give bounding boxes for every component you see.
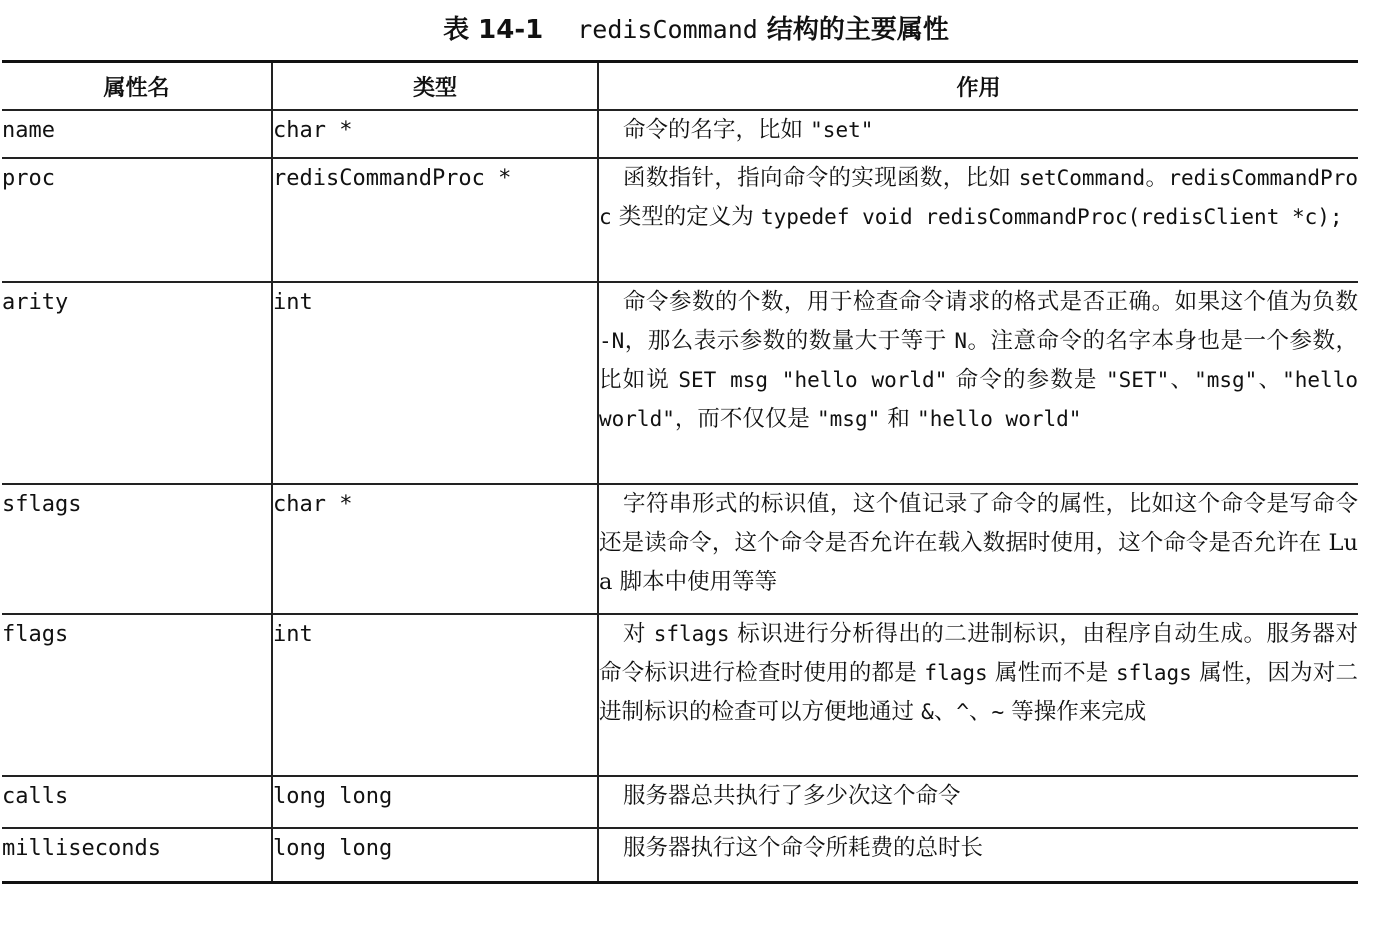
inline-code: redisCommandProc (599, 166, 1358, 229)
attr-name-cell: milliseconds (2, 828, 272, 883)
desc-text: 类型的定义为 (611, 204, 761, 230)
desc-text: 服务器总共执行了多少次这个命令 (623, 783, 961, 809)
inline-code: N (954, 329, 968, 353)
table-row (2, 110, 1358, 158)
desc-text: 、 (968, 699, 992, 725)
desc-text: 、 (933, 699, 957, 725)
caption-number: 表 14-1 (443, 15, 544, 45)
attr-name-cell: proc (2, 158, 272, 282)
inline-code: sflags (653, 622, 730, 646)
table-row (2, 158, 1358, 282)
attr-type-cell: long long (272, 828, 598, 883)
attr-desc-cell (598, 776, 1358, 828)
table-row (2, 484, 1358, 614)
inline-code: "set" (810, 118, 874, 142)
inline-code: "msg" (1194, 368, 1258, 392)
header-type: 类型 (272, 62, 598, 111)
desc-text: 字符串形式的标识值，这个值记录了命令的属性，比如这个命令是写命令还是读命令，这个命令是否允许在载入数据时使用，这个命令是否允许在 Lua 脚本中使用等等 (599, 491, 1358, 595)
desc-text: 。 (1145, 165, 1169, 191)
header-name: 属性名 (2, 62, 272, 111)
table-caption (0, 10, 1392, 50)
inline-code: -N (599, 329, 625, 353)
inline-code: & (921, 700, 934, 724)
attr-type-cell: char * (272, 484, 598, 614)
inline-code: typedef void redisCommandProc(redisClient *c); (760, 205, 1343, 229)
desc-text: 命令参数的个数，用于检查命令请求的格式是否正确。如果这个值为负数 (623, 289, 1358, 315)
attr-desc-cell (598, 614, 1358, 776)
attr-desc-cell (598, 158, 1358, 282)
attr-desc-cell (598, 110, 1358, 158)
desc-text: 和 (880, 406, 918, 432)
attr-type-cell: int (272, 614, 598, 776)
desc-text: 命令的参数是 (947, 367, 1106, 393)
caption-title: 结构的主要属性 (757, 15, 949, 45)
table-header-row (2, 62, 1358, 111)
attr-name-cell: calls (2, 776, 272, 828)
attr-desc-cell (598, 828, 1358, 883)
desc-text: 对 (623, 621, 654, 647)
inline-code: "msg" (817, 407, 881, 431)
attr-type-cell: long long (272, 776, 598, 828)
desc-text: 函数指针，指向命令的实现函数，比如 (623, 165, 1019, 191)
desc-text: ，那么表示参数的数量大于等于 (624, 328, 955, 354)
inline-code: "SET" (1106, 368, 1170, 392)
header-usage: 作用 (598, 62, 1358, 111)
inline-code: "hello world" (599, 368, 1358, 431)
desc-text: 命令的名字，比如 (623, 117, 811, 143)
attr-name-cell: flags (2, 614, 272, 776)
table-row (2, 282, 1358, 484)
attr-type-cell: char * (272, 110, 598, 158)
attr-desc-cell (598, 484, 1358, 614)
attr-name-cell: name (2, 110, 272, 158)
desc-text: ，而不仅仅是 (674, 406, 818, 432)
desc-text: 等操作来完成 (1004, 699, 1147, 725)
desc-text: 标识进行分析得出的二进制标识，由程序自动生成。服务器对命令标识进行检查时使用的都是 (599, 621, 1359, 686)
desc-text: 。注意命令的名字本身也是一个参数，比如说 (599, 328, 1358, 393)
caption-code: redisCommand (577, 15, 758, 44)
inline-code: setCommand (1018, 166, 1146, 190)
attr-type-cell: redisCommandProc * (272, 158, 598, 282)
inline-code: "hello world" (917, 407, 1082, 431)
inline-code: ~ (991, 700, 1005, 724)
attr-name-cell: arity (2, 282, 272, 484)
desc-text: 服务器执行这个命令所耗费的总时长 (623, 835, 984, 861)
inline-code: SET msg "hello world" (678, 368, 948, 392)
attr-type-cell: int (272, 282, 598, 484)
attr-desc-cell (598, 282, 1358, 484)
inline-code: flags (924, 661, 988, 685)
table-row (2, 776, 1358, 828)
desc-text: 、 (1169, 367, 1195, 393)
attributes-table (2, 60, 1358, 884)
inline-code: sflags (1115, 661, 1192, 685)
table-row (2, 614, 1358, 776)
desc-text: 属性而不是 (987, 660, 1116, 686)
table-row (2, 828, 1358, 883)
attr-name-cell: sflags (2, 484, 272, 614)
inline-code: ^ (956, 700, 969, 724)
desc-text: 属性，因为对二进制标识的检查可以方便地通过 (599, 660, 1359, 725)
desc-text: 、 (1257, 367, 1283, 393)
